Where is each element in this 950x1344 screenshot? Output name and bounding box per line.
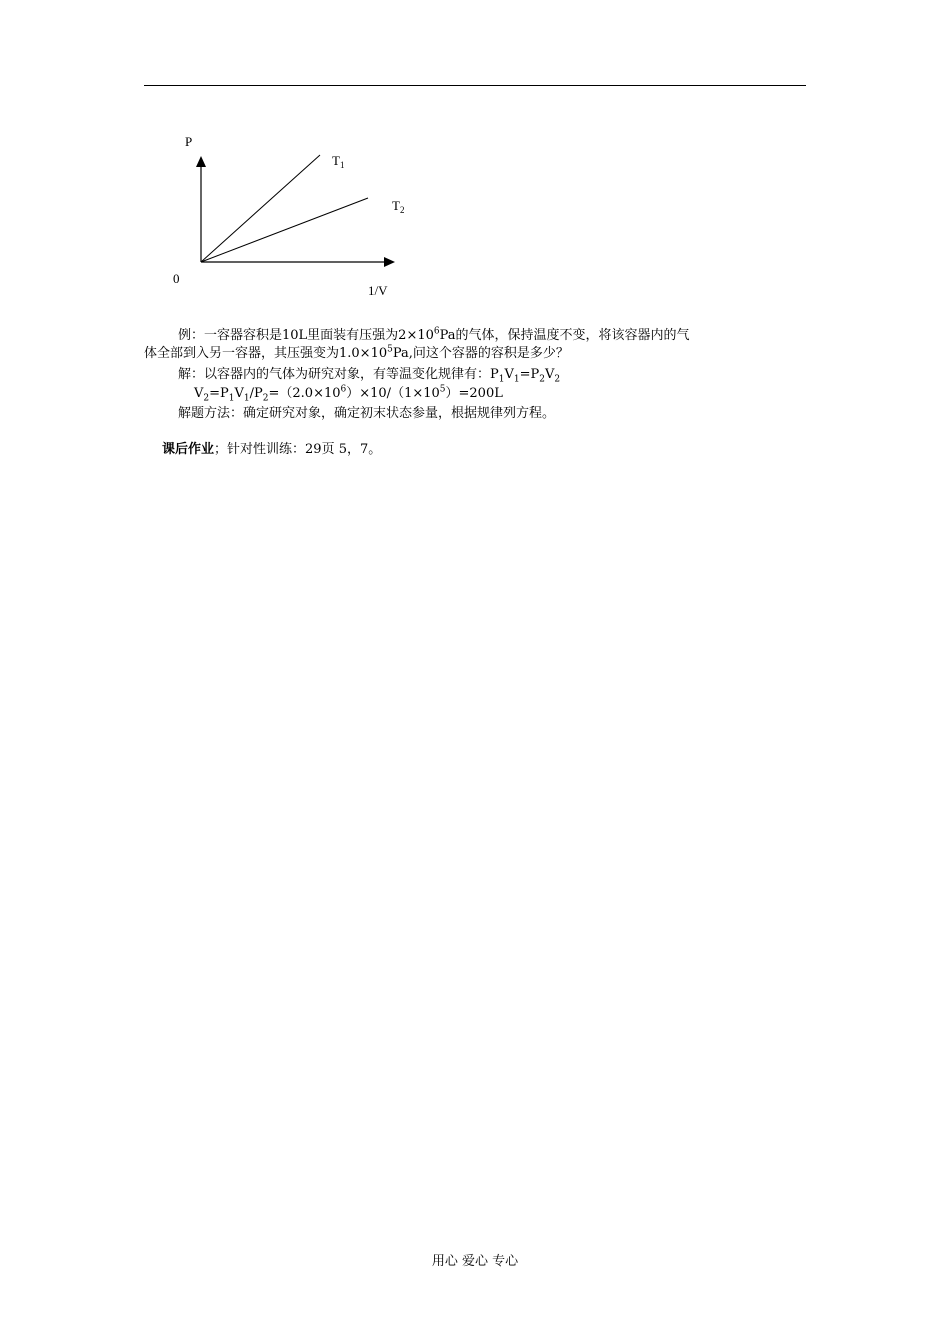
t1-label: $T_1$ bbox=[332, 153, 345, 170]
page-footer: 用心 爱心 专心 bbox=[431, 1254, 519, 1269]
origin-label: 0 bbox=[173, 271, 180, 286]
homework-line: 课后作业；针对性训练：29页 5，7。 bbox=[162, 442, 382, 457]
solution-line-2: $V_2=P_1V_1/P_2=(2.0\times 10^6)\times 10/(1\times 10^5)=200L$ bbox=[194, 384, 503, 404]
isotherm-t1-line bbox=[201, 155, 320, 262]
example-line-2: 体全部到入另一容器，其压强变为$1.0\times 10^5Pa$,问这个容器的容积是多少？ bbox=[144, 344, 569, 361]
p-vs-inverse-v-diagram bbox=[160, 125, 420, 305]
homework-title: 课后作业 bbox=[162, 442, 215, 457]
y-axis-arrow bbox=[196, 156, 206, 167]
example-line-1: 例：一容器容积是10L里面装有压强为$2\times 10^6Pa$的气体，保持温度不变，将该容器内的气 bbox=[178, 326, 690, 343]
header-rule bbox=[144, 85, 806, 86]
y-axis-label: P bbox=[185, 134, 193, 149]
x-axis-arrow bbox=[384, 257, 395, 267]
x-axis-label: 1/V bbox=[368, 283, 388, 298]
method-line: 解题方法：确定研究对象，确定初末状态参量，根据规律列方程。 bbox=[178, 406, 556, 421]
solution-line-1: 解：以容器内的气体为研究对象，有等温变化规律有：$P_1V_1=P_2V_2$ bbox=[178, 367, 561, 385]
isotherm-t2-line bbox=[201, 198, 368, 262]
t2-label: $T_2$ bbox=[392, 198, 405, 215]
